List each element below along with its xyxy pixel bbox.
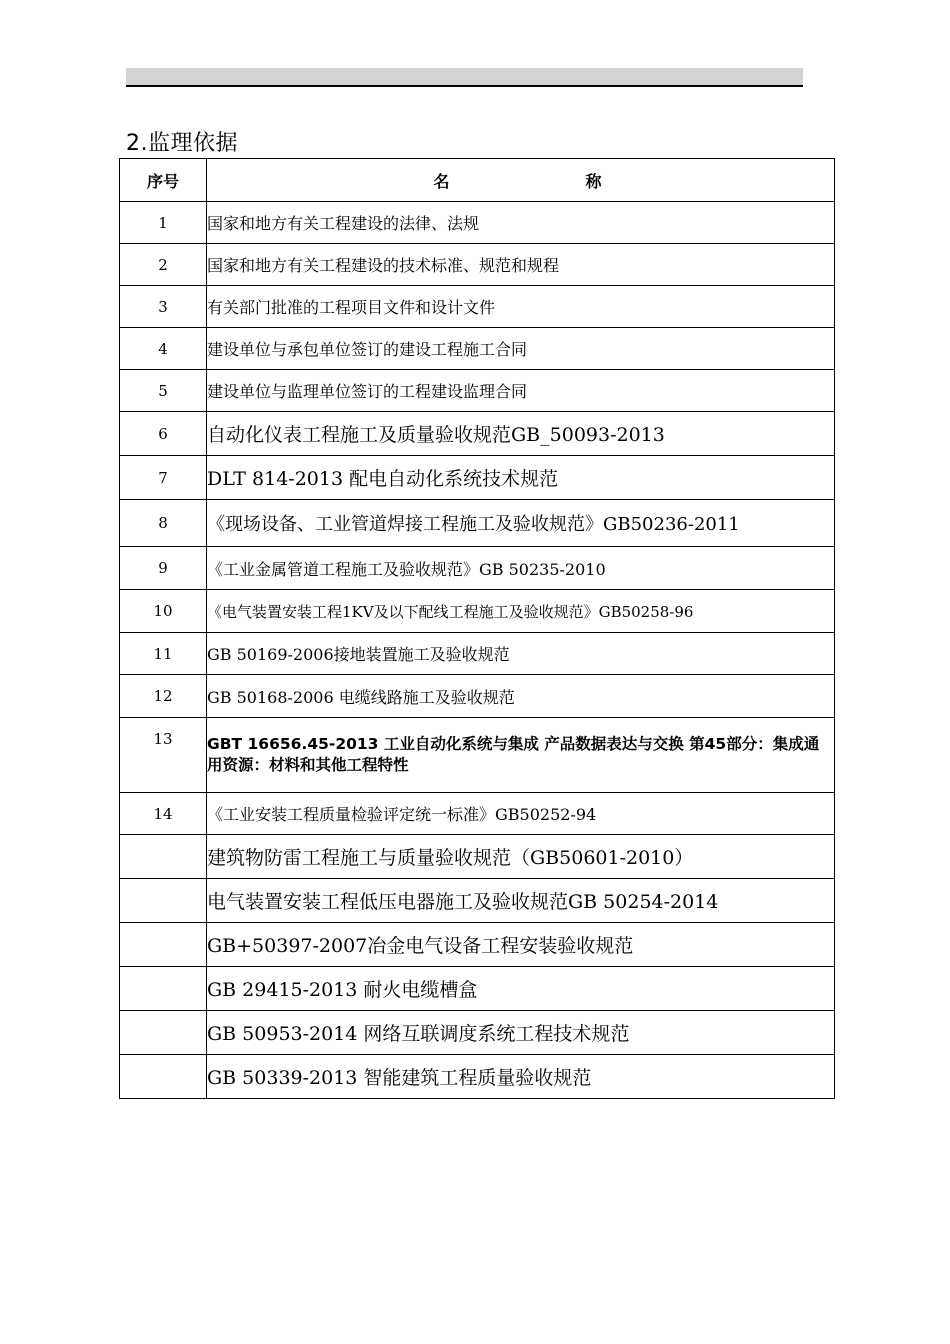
table-row bbox=[120, 967, 835, 1011]
table-row bbox=[120, 547, 835, 590]
table-row bbox=[120, 328, 835, 370]
row-name: GBT 16656.45-2013 工业自动化系统与集成 产品数据表达与交换 第45部分：集成通用资源：材料和其他工程特性 bbox=[207, 718, 835, 793]
row-serial-no bbox=[120, 835, 207, 879]
header-serial-no: 序号 bbox=[120, 159, 207, 202]
table-row bbox=[120, 286, 835, 328]
row-name: 有关部门批准的工程项目文件和设计文件 bbox=[207, 286, 835, 328]
row-name: 建筑物防雷工程施工与质量验收规范（GB50601-2010） bbox=[207, 835, 835, 879]
table-row bbox=[120, 1055, 835, 1099]
table-row bbox=[120, 675, 835, 718]
row-serial-no: 9 bbox=[120, 547, 207, 590]
table-row bbox=[120, 370, 835, 412]
row-serial-no: 6 bbox=[120, 412, 207, 456]
row-serial-no: 2 bbox=[120, 244, 207, 286]
row-name: GB 50953-2014 网络互联调度系统工程技术规范 bbox=[207, 1011, 835, 1055]
row-serial-no: 3 bbox=[120, 286, 207, 328]
row-serial-no bbox=[120, 967, 207, 1011]
row-serial-no: 13 bbox=[120, 718, 207, 793]
row-serial-no bbox=[120, 879, 207, 923]
row-name: 电气装置安装工程低压电器施工及验收规范GB 50254-2014 bbox=[207, 879, 835, 923]
row-name: 《工业安装工程质量检验评定统一标准》GB50252-94 bbox=[207, 793, 835, 835]
table-row bbox=[120, 412, 835, 456]
row-serial-no bbox=[120, 923, 207, 967]
table-row bbox=[120, 633, 835, 675]
row-serial-no: 10 bbox=[120, 590, 207, 633]
table-row bbox=[120, 202, 835, 244]
row-name: 建设单位与承包单位签订的建设工程施工合同 bbox=[207, 328, 835, 370]
table-row bbox=[120, 879, 835, 923]
table-row bbox=[120, 718, 835, 793]
row-name: GB 50168-2006 电缆线路施工及验收规范 bbox=[207, 675, 835, 718]
row-serial-no: 14 bbox=[120, 793, 207, 835]
table-row bbox=[120, 793, 835, 835]
header-name bbox=[207, 159, 835, 202]
row-serial-no: 4 bbox=[120, 328, 207, 370]
section-title: 2.监理依据 bbox=[126, 131, 238, 156]
row-name: 建设单位与监理单位签订的工程建设监理合同 bbox=[207, 370, 835, 412]
page-header-rule bbox=[126, 68, 803, 87]
row-serial-no: 5 bbox=[120, 370, 207, 412]
row-serial-no: 8 bbox=[120, 500, 207, 547]
table-row bbox=[120, 590, 835, 633]
row-serial-no: 11 bbox=[120, 633, 207, 675]
row-serial-no: 7 bbox=[120, 456, 207, 500]
row-serial-no: 1 bbox=[120, 202, 207, 244]
row-serial-no: 12 bbox=[120, 675, 207, 718]
table-row bbox=[120, 1011, 835, 1055]
table-row bbox=[120, 923, 835, 967]
row-name: 国家和地方有关工程建设的技术标准、规范和规程 bbox=[207, 244, 835, 286]
row-name: 自动化仪表工程施工及质量验收规范GB_50093-2013 bbox=[207, 412, 835, 456]
row-name: DLT 814-2013 配电自动化系统技术规范 bbox=[207, 456, 835, 500]
row-serial-no bbox=[120, 1011, 207, 1055]
table-row bbox=[120, 835, 835, 879]
row-name: GB 50339-2013 智能建筑工程质量验收规范 bbox=[207, 1055, 835, 1099]
table-row bbox=[120, 244, 835, 286]
row-name: 《现场设备、工业管道焊接工程施工及验收规范》GB50236-2011 bbox=[207, 500, 835, 547]
row-name: GB 29415-2013 耐火电缆槽盒 bbox=[207, 967, 835, 1011]
row-name: 《工业金属管道工程施工及验收规范》GB 50235-2010 bbox=[207, 547, 835, 590]
row-name: GB 50169-2006接地装置施工及验收规范 bbox=[207, 633, 835, 675]
table-header-row bbox=[120, 159, 835, 202]
table-row bbox=[120, 500, 835, 547]
row-name: 《电气装置安装工程1KV及以下配线工程施工及验收规范》GB50258-96 bbox=[207, 590, 835, 633]
row-name: 国家和地方有关工程建设的法律、法规 bbox=[207, 202, 835, 244]
row-serial-no bbox=[120, 1055, 207, 1099]
supervision-basis-table bbox=[119, 158, 835, 1099]
table-row bbox=[120, 456, 835, 500]
row-name: GB+50397-2007冶金电气设备工程安装验收规范 bbox=[207, 923, 835, 967]
header-name-part-b: 称 bbox=[585, 171, 608, 191]
header-name-part-a: 名 bbox=[433, 171, 456, 191]
